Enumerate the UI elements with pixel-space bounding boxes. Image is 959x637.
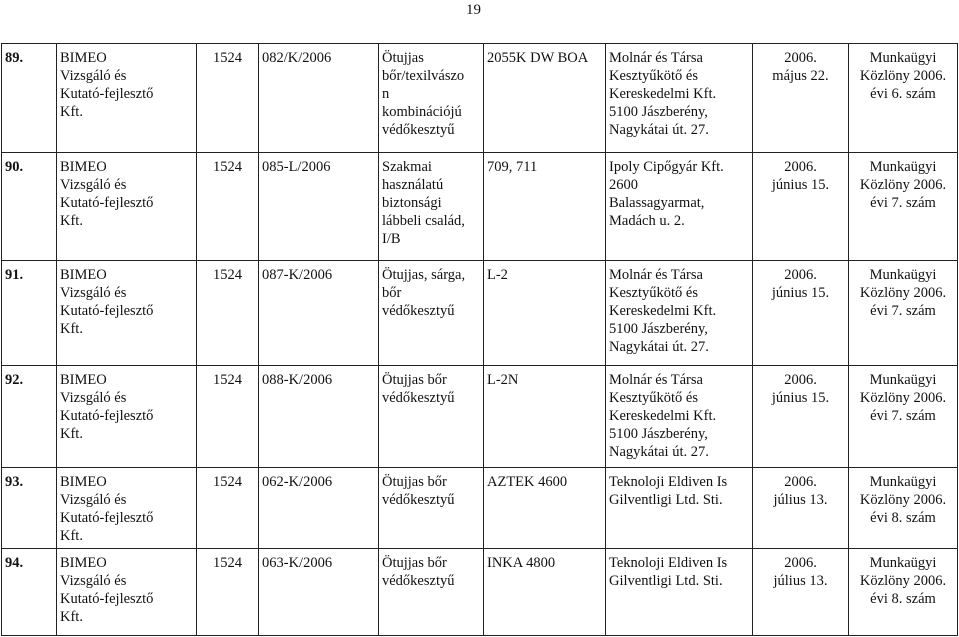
gazette-cell	[849, 153, 958, 261]
maker-text: Molnár és Társa Kesztyűkötő és Kereskedelmi Kft. 5100 Jászberény, Nagykátai út. 27.	[609, 267, 717, 355]
product-text: Szakmai használatú biztonsági lábbeli család, I/B	[382, 159, 465, 247]
page-number: 19	[466, 2, 481, 18]
certificate-table	[1, 43, 958, 636]
no-text: 94.	[5, 555, 24, 571]
manufacturer-cell	[606, 549, 753, 636]
table-row	[2, 468, 958, 549]
certificate-number-cell	[259, 549, 379, 636]
certificate-number-cell	[259, 468, 379, 549]
row-number	[2, 366, 57, 468]
code-text: 1524	[213, 474, 242, 490]
code-text: 1524	[213, 50, 242, 66]
row-number	[2, 44, 57, 153]
no-text: 93.	[5, 474, 24, 490]
manufacturer-cell	[606, 468, 753, 549]
row-number	[2, 468, 57, 549]
row-number	[2, 261, 57, 366]
row-number	[2, 549, 57, 636]
applicant-text: BIMEO Vizsgáló és Kutató-fejlesztő Kft.	[60, 50, 154, 120]
table-row	[2, 366, 958, 468]
product-cell	[379, 468, 484, 549]
cert-text: 082/K/2006	[262, 50, 332, 66]
date-text: 2006. június 15.	[771, 159, 830, 193]
cert-text: 088-K/2006	[262, 372, 333, 388]
type-cell	[484, 468, 606, 549]
type-cell	[484, 366, 606, 468]
table-row	[2, 549, 958, 636]
gazette-text: Munkaügyi Közlöny 2006. évi 7. szám	[859, 267, 947, 319]
gazette-text: Munkaügyi Közlöny 2006. évi 7. szám	[859, 372, 947, 424]
product-cell	[379, 153, 484, 261]
type-text: L-2	[487, 267, 508, 283]
applicant-text: BIMEO Vizsgáló és Kutató-fejlesztő Kft.	[60, 267, 154, 337]
code-text: 1524	[213, 372, 242, 388]
manufacturer-cell	[606, 366, 753, 468]
type-cell	[484, 153, 606, 261]
product-text: Ötujjas bőr védőkesztyű	[382, 555, 455, 589]
gazette-cell	[849, 261, 958, 366]
gazette-text: Munkaügyi Közlöny 2006. évi 6. szám	[859, 50, 947, 102]
product-text: Ötujjas bőr védőkesztyű	[382, 372, 455, 406]
manufacturer-cell	[606, 44, 753, 153]
maker-text: Molnár és Társa Kesztyűkötő és Kereskedelmi Kft. 5100 Jászberény, Nagykátai út. 27.	[609, 50, 717, 138]
cert-text: 062-K/2006	[262, 474, 333, 490]
table-row	[2, 261, 958, 366]
type-cell	[484, 44, 606, 153]
gazette-cell	[849, 468, 958, 549]
date-cell	[753, 366, 849, 468]
product-cell	[379, 366, 484, 468]
applicant-cell	[57, 549, 197, 636]
date-cell	[753, 261, 849, 366]
applicant-cell	[57, 366, 197, 468]
code-cell	[197, 366, 259, 468]
certificate-number-cell	[259, 366, 379, 468]
manufacturer-cell	[606, 261, 753, 366]
date-text: 2006. július 13.	[773, 474, 828, 508]
no-text: 90.	[5, 159, 24, 175]
certificate-number-cell	[259, 153, 379, 261]
date-cell	[753, 44, 849, 153]
applicant-text: BIMEO Vizsgáló és Kutató-fejlesztő Kft.	[60, 555, 154, 625]
product-cell	[379, 261, 484, 366]
applicant-cell	[57, 261, 197, 366]
gazette-cell	[849, 549, 958, 636]
gazette-cell	[849, 366, 958, 468]
code-cell	[197, 468, 259, 549]
code-cell	[197, 549, 259, 636]
manufacturer-cell	[606, 153, 753, 261]
code-text: 1524	[213, 159, 242, 175]
code-text: 1524	[213, 555, 242, 571]
date-text: 2006. június 15.	[771, 372, 830, 406]
type-text: AZTEK 4600	[487, 474, 568, 490]
table-row	[2, 153, 958, 261]
date-cell	[753, 153, 849, 261]
applicant-text: BIMEO Vizsgáló és Kutató-fejlesztő Kft.	[60, 159, 154, 229]
type-text: 709, 711	[487, 159, 538, 175]
applicant-cell	[57, 44, 197, 153]
product-text: Ötujjas bőr/texilvászo n kombinációjú védőkesztyű	[382, 50, 465, 138]
product-text: Ötujjas bőr védőkesztyű	[382, 474, 455, 508]
gazette-cell	[849, 44, 958, 153]
product-cell	[379, 549, 484, 636]
gazette-text: Munkaügyi Közlöny 2006. évi 8. szám	[859, 555, 947, 607]
gazette-text: Munkaügyi Közlöny 2006. évi 7. szám	[859, 159, 947, 211]
date-cell	[753, 549, 849, 636]
cert-text: 085-L/2006	[262, 159, 331, 175]
applicant-text: BIMEO Vizsgáló és Kutató-fejlesztő Kft.	[60, 372, 154, 442]
type-text: L-2N	[487, 372, 519, 388]
applicant-cell	[57, 468, 197, 549]
type-text: INKA 4800	[487, 555, 556, 571]
date-text: 2006. május 22.	[772, 50, 829, 84]
code-text: 1524	[213, 267, 242, 283]
cert-text: 087-K/2006	[262, 267, 333, 283]
maker-text: Teknoloji Eldiven Is Gilventligi Ltd. Sti.	[609, 474, 728, 508]
certificate-number-cell	[259, 261, 379, 366]
row-number	[2, 153, 57, 261]
no-text: 91.	[5, 267, 24, 283]
no-text: 89.	[5, 50, 24, 66]
certificate-number-cell	[259, 44, 379, 153]
date-cell	[753, 468, 849, 549]
date-text: 2006. június 15.	[771, 267, 830, 301]
type-cell	[484, 549, 606, 636]
code-cell	[197, 44, 259, 153]
maker-text: Ipoly Cipőgyár Kft. 2600 Balassagyarmat, Madách u. 2.	[609, 159, 724, 229]
gazette-text: Munkaügyi Közlöny 2006. évi 8. szám	[859, 474, 947, 526]
code-cell	[197, 261, 259, 366]
type-cell	[484, 261, 606, 366]
table-row	[2, 44, 958, 153]
product-cell	[379, 44, 484, 153]
applicant-cell	[57, 153, 197, 261]
type-text: 2055K DW BOA	[487, 50, 589, 66]
no-text: 92.	[5, 372, 24, 388]
maker-text: Molnár és Társa Kesztyűkötő és Kereskedelmi Kft. 5100 Jászberény, Nagykátai út. 27.	[609, 372, 717, 460]
code-cell	[197, 153, 259, 261]
product-text: Ötujjas, sárga, bőr védőkesztyű	[382, 267, 466, 319]
date-text: 2006. július 13.	[773, 555, 828, 589]
maker-text: Teknoloji Eldiven Is Gilventligi Ltd. Sti.	[609, 555, 728, 589]
cert-text: 063-K/2006	[262, 555, 333, 571]
applicant-text: BIMEO Vizsgáló és Kutató-fejlesztő Kft.	[60, 474, 154, 544]
